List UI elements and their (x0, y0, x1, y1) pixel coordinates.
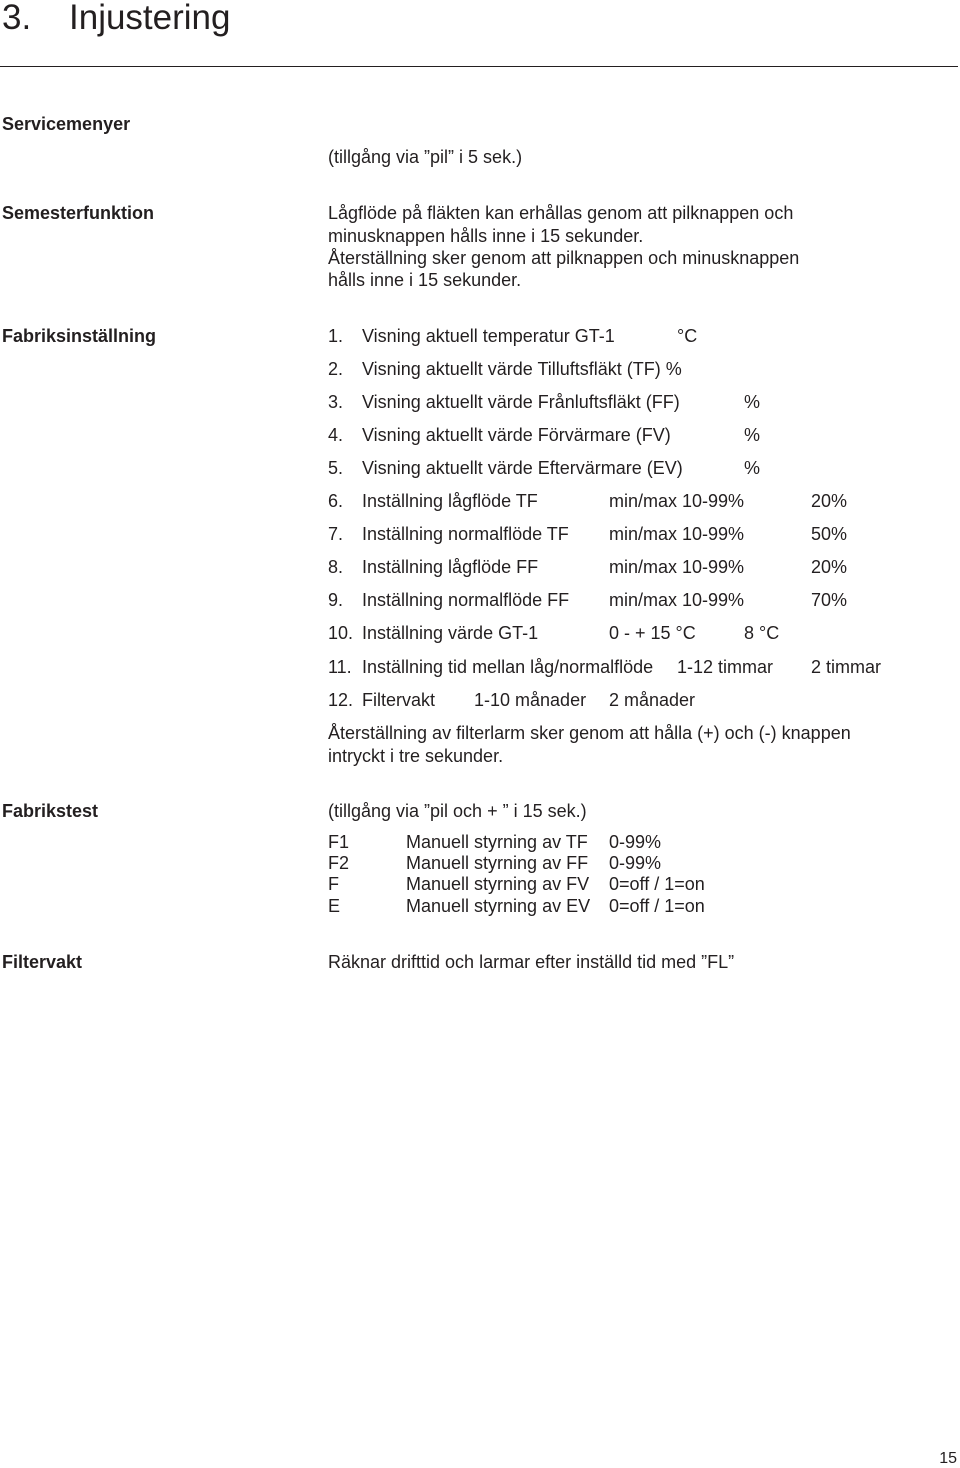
filter-guard-text: Räknar drifttid och larmar efter inställd tid med ”FL” (328, 952, 735, 972)
setting-number: 3. (328, 392, 344, 412)
setting-range: min/max 10-99% (609, 590, 745, 610)
section-heading-holiday: Semesterfunktion (2, 203, 155, 223)
setting-value: 8 °C (744, 623, 780, 643)
setting-number: 5. (328, 458, 344, 478)
setting-value: 2 månader (609, 690, 696, 710)
test-code: E (328, 896, 341, 916)
setting-label: Visning aktuellt värde Förvärmare (FV) (362, 425, 671, 445)
setting-number: 6. (328, 491, 344, 511)
test-label: Manuell styrning av FF (406, 853, 589, 873)
setting-unit: °C (677, 326, 698, 346)
setting-range: 1-10 månader (474, 690, 587, 710)
setting-label: Visning aktuellt värde Tilluftsfläkt (TF) % (362, 359, 682, 379)
setting-label: Inställning lågflöde FF (362, 557, 539, 577)
setting-number: 12. (328, 690, 354, 710)
setting-label: Inställning tid mellan låg/normalflöde (362, 657, 654, 677)
setting-label: Visning aktuell temperatur GT-1 (362, 326, 615, 346)
holiday-line: hålls inne i 15 sekunder. (328, 270, 522, 290)
holiday-line: Återställning sker genom att pilknappen och minusknappen (328, 248, 800, 268)
chapter-number: 3. (2, 0, 32, 37)
test-code: F (328, 874, 339, 894)
section-heading-factory-test: Fabrikstest (2, 801, 99, 821)
setting-label: Inställning värde GT-1 (362, 623, 539, 643)
setting-label: Inställning lågflöde TF (362, 491, 538, 511)
test-label: Manuell styrning av EV (406, 896, 591, 916)
setting-value: 70% (811, 590, 848, 610)
service-access-note: (tillgång via ”pil” i 5 sek.) (328, 147, 523, 167)
setting-unit: % (744, 458, 761, 478)
page-number: 15 (939, 1450, 957, 1467)
setting-number: 7. (328, 524, 344, 544)
setting-value: 20% (811, 491, 848, 511)
factory-test-access-note: (tillgång via ”pil och + ” i 15 sek.) (328, 801, 587, 821)
test-range: 0-99% (609, 853, 662, 873)
setting-label: Inställning normalflöde FF (362, 590, 570, 610)
setting-number: 9. (328, 590, 344, 610)
test-range: 0=off / 1=on (609, 874, 705, 894)
setting-number: 1. (328, 326, 344, 346)
section-heading-service: Servicemenyer (2, 114, 131, 134)
setting-label: Filtervakt (362, 690, 436, 710)
setting-number: 8. (328, 557, 344, 577)
holiday-line: Lågflöde på fläkten kan erhållas genom att pilknappen och (328, 203, 794, 223)
setting-unit: % (744, 425, 761, 445)
setting-unit: % (744, 392, 761, 412)
setting-label: Visning aktuellt värde Eftervärmare (EV) (362, 458, 683, 478)
section-heading-factory-settings: Fabriksinställning (2, 326, 157, 346)
setting-number: 4. (328, 425, 344, 445)
setting-number: 11. (328, 657, 352, 677)
setting-range: min/max 10-99% (609, 491, 745, 511)
setting-value: 2 timmar (811, 657, 882, 677)
test-code: F2 (328, 853, 350, 873)
filter-reset-line: Återställning av filterlarm sker genom att hålla (+) och (-) knappen (328, 723, 851, 743)
setting-value: 20% (811, 557, 848, 577)
setting-label: Visning aktuellt värde Frånluftsfläkt (FF) (362, 392, 680, 412)
setting-range: 1-12 timmar (677, 657, 774, 677)
setting-value: 50% (811, 524, 848, 544)
setting-range: 0 - + 15 °C (609, 623, 696, 643)
test-range: 0=off / 1=on (609, 896, 705, 916)
setting-range: min/max 10-99% (609, 557, 745, 577)
test-label: Manuell styrning av FV (406, 874, 590, 894)
setting-range: min/max 10-99% (609, 524, 745, 544)
header-divider (0, 66, 958, 67)
test-range: 0-99% (609, 832, 662, 852)
setting-number: 10. (328, 623, 354, 643)
section-heading-filter-guard: Filtervakt (2, 952, 83, 972)
setting-label: Inställning normalflöde TF (362, 524, 569, 544)
filter-reset-line: intryckt i tre sekunder. (328, 746, 504, 766)
test-label: Manuell styrning av TF (406, 832, 588, 852)
holiday-line: minusknappen hålls inne i 15 sekunder. (328, 226, 644, 246)
page-title: Injustering (69, 0, 231, 37)
setting-number: 2. (328, 359, 344, 379)
test-code: F1 (328, 832, 350, 852)
